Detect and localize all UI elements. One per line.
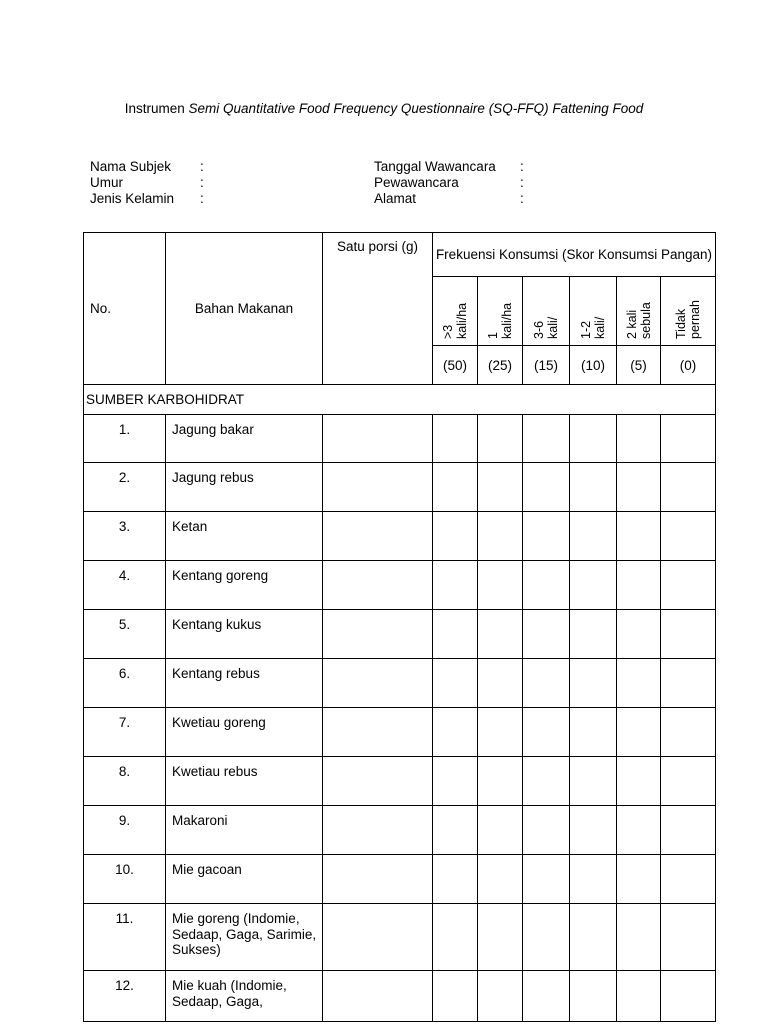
interview-info bbox=[374, 159, 524, 207]
info-row-tanggal bbox=[374, 159, 524, 175]
info-label: Umur bbox=[90, 175, 123, 190]
info-label: Alamat bbox=[374, 191, 417, 206]
frequency-cell[interactable] bbox=[661, 971, 716, 1022]
freq-header-cell bbox=[617, 277, 661, 346]
food-row bbox=[84, 463, 716, 512]
food-name: Kentang rebus bbox=[166, 659, 323, 708]
row-number: 6. bbox=[84, 659, 166, 708]
freq-label-line2: kali/ bbox=[546, 316, 560, 339]
food-name: Mie gacoan bbox=[166, 855, 323, 904]
freq-score: (5) bbox=[617, 346, 661, 385]
frequency-cell[interactable] bbox=[570, 708, 617, 757]
frequency-cell[interactable] bbox=[478, 561, 523, 610]
food-row bbox=[84, 659, 716, 708]
frequency-cell[interactable] bbox=[661, 512, 716, 561]
frequency-cell[interactable] bbox=[661, 463, 716, 512]
frequency-cell[interactable] bbox=[478, 855, 523, 904]
freq-score: (15) bbox=[523, 346, 570, 385]
food-name: Kwetiau goreng bbox=[166, 708, 323, 757]
portion-cell[interactable] bbox=[323, 610, 433, 659]
info-row-pewawancara bbox=[374, 175, 524, 191]
row-number: 4. bbox=[84, 561, 166, 610]
freq-label-line1: 1-2 bbox=[579, 320, 593, 339]
frequency-cell[interactable] bbox=[478, 708, 523, 757]
row-number: 7. bbox=[84, 708, 166, 757]
food-row bbox=[84, 610, 716, 659]
frequency-cell[interactable] bbox=[661, 708, 716, 757]
subject-info bbox=[90, 159, 204, 207]
frequency-cell[interactable] bbox=[523, 971, 570, 1022]
freq-label-line1: >3 bbox=[441, 324, 455, 339]
frequency-cell[interactable] bbox=[661, 659, 716, 708]
food-name: Kentang kukus bbox=[166, 610, 323, 659]
food-name: Jagung rebus bbox=[166, 463, 323, 512]
frequency-cell[interactable] bbox=[433, 561, 478, 610]
info-colon: : bbox=[200, 159, 204, 174]
frequency-cell[interactable] bbox=[478, 904, 523, 971]
frequency-cell[interactable] bbox=[433, 659, 478, 708]
frequency-cell[interactable] bbox=[617, 904, 661, 971]
frequency-cell[interactable] bbox=[617, 855, 661, 904]
row-number: 10. bbox=[84, 855, 166, 904]
frequency-cell[interactable] bbox=[478, 512, 523, 561]
info-label: Tanggal Wawancara bbox=[374, 159, 496, 174]
frequency-cell[interactable] bbox=[617, 659, 661, 708]
header-frekuensi: Frekuensi Konsumsi (Skor Konsumsi Pangan) bbox=[433, 233, 716, 277]
frequency-cell[interactable] bbox=[570, 610, 617, 659]
frequency-cell[interactable] bbox=[433, 463, 478, 512]
row-number: 11. bbox=[84, 904, 166, 971]
frequency-cell[interactable] bbox=[661, 904, 716, 971]
info-label: Pewawancara bbox=[374, 175, 459, 190]
info-label: Nama Subjek bbox=[90, 159, 172, 174]
frequency-cell[interactable] bbox=[617, 610, 661, 659]
frequency-cell[interactable] bbox=[478, 806, 523, 855]
frequency-cell[interactable] bbox=[433, 855, 478, 904]
frequency-cell[interactable] bbox=[523, 855, 570, 904]
food-name: Makaroni bbox=[166, 806, 323, 855]
frequency-cell[interactable] bbox=[661, 610, 716, 659]
frequency-cell[interactable] bbox=[523, 659, 570, 708]
info-colon: : bbox=[520, 191, 524, 206]
frequency-cell[interactable] bbox=[478, 971, 523, 1022]
food-row bbox=[84, 904, 716, 971]
frequency-cell[interactable] bbox=[617, 757, 661, 806]
frequency-cell[interactable] bbox=[617, 561, 661, 610]
info-row-jenis-kelamin bbox=[90, 191, 204, 207]
frequency-cell[interactable] bbox=[570, 806, 617, 855]
portion-cell[interactable] bbox=[323, 512, 433, 561]
food-row bbox=[84, 415, 716, 463]
frequency-cell[interactable] bbox=[570, 971, 617, 1022]
food-name: Kentang goreng bbox=[166, 561, 323, 610]
frequency-cell[interactable] bbox=[617, 708, 661, 757]
info-colon: : bbox=[520, 159, 524, 174]
freq-score: (10) bbox=[570, 346, 617, 385]
frequency-cell[interactable] bbox=[570, 659, 617, 708]
info-row-alamat bbox=[374, 191, 524, 207]
food-row bbox=[84, 561, 716, 610]
row-number: 8. bbox=[84, 757, 166, 806]
food-row bbox=[84, 806, 716, 855]
info-colon: : bbox=[200, 191, 204, 206]
portion-cell[interactable] bbox=[323, 971, 433, 1022]
frequency-cell[interactable] bbox=[617, 971, 661, 1022]
row-number: 9. bbox=[84, 806, 166, 855]
portion-cell[interactable] bbox=[323, 415, 433, 463]
freq-label-line1: 2 kali bbox=[624, 309, 639, 339]
frequency-cell[interactable] bbox=[617, 806, 661, 855]
frequency-cell[interactable] bbox=[617, 512, 661, 561]
frequency-cell[interactable] bbox=[478, 757, 523, 806]
frequency-cell[interactable] bbox=[478, 463, 523, 512]
freq-header-cell bbox=[661, 277, 716, 346]
frequency-cell[interactable] bbox=[661, 415, 716, 463]
frequency-cell[interactable] bbox=[523, 610, 570, 659]
frequency-cell[interactable] bbox=[523, 708, 570, 757]
freq-label-line2: kali/ha bbox=[500, 302, 514, 339]
info-colon: : bbox=[200, 175, 204, 190]
frequency-cell[interactable] bbox=[661, 806, 716, 855]
frequency-cell[interactable] bbox=[570, 415, 617, 463]
ffq-table bbox=[83, 232, 716, 1022]
portion-cell[interactable] bbox=[323, 806, 433, 855]
freq-score: (50) bbox=[433, 346, 478, 385]
food-name: Mie goreng (Indomie, Sedaap, Gaga, Sarimie, Sukses) bbox=[166, 904, 323, 971]
frequency-cell[interactable] bbox=[478, 659, 523, 708]
frequency-cell[interactable] bbox=[478, 415, 523, 463]
freq-label-line2: kali/ha bbox=[455, 302, 469, 339]
info-row-umur bbox=[90, 175, 204, 191]
freq-label-line2: pernah bbox=[688, 300, 702, 339]
info-row-nama bbox=[90, 159, 204, 175]
section-row bbox=[84, 385, 716, 415]
row-number: 1. bbox=[84, 415, 166, 463]
portion-cell[interactable] bbox=[323, 855, 433, 904]
info-colon: : bbox=[520, 175, 524, 190]
frequency-cell[interactable] bbox=[433, 806, 478, 855]
frequency-cell[interactable] bbox=[433, 708, 478, 757]
row-number: 3. bbox=[84, 512, 166, 561]
frequency-cell[interactable] bbox=[523, 757, 570, 806]
freq-label-line1: 1 bbox=[486, 332, 500, 339]
freq-score: (25) bbox=[478, 346, 523, 385]
portion-cell[interactable] bbox=[323, 463, 433, 512]
frequency-cell[interactable] bbox=[433, 757, 478, 806]
title-italic: Semi Quantitative Food Frequency Questionnaire (SQ-FFQ) Fattening Food bbox=[188, 101, 644, 116]
frequency-cell[interactable] bbox=[570, 512, 617, 561]
food-row bbox=[84, 757, 716, 806]
frequency-cell[interactable] bbox=[478, 610, 523, 659]
food-row bbox=[84, 971, 716, 1022]
header-row bbox=[84, 233, 716, 277]
freq-header-cell bbox=[570, 277, 617, 346]
document-title bbox=[0, 101, 768, 116]
freq-label-line2: kali/ bbox=[593, 316, 607, 339]
row-number: 12. bbox=[84, 971, 166, 1022]
frequency-cell[interactable] bbox=[570, 757, 617, 806]
header-no: No. bbox=[84, 233, 166, 385]
frequency-cell[interactable] bbox=[570, 904, 617, 971]
freq-label-line1: Tidak bbox=[674, 308, 688, 339]
freq-label-line2: sebula bbox=[638, 302, 653, 339]
frequency-cell[interactable] bbox=[433, 512, 478, 561]
row-number: 5. bbox=[84, 610, 166, 659]
title-prefix: Instrumen bbox=[124, 101, 189, 116]
frequency-cell[interactable] bbox=[433, 610, 478, 659]
frequency-cell[interactable] bbox=[570, 855, 617, 904]
row-number: 2. bbox=[84, 463, 166, 512]
frequency-cell[interactable] bbox=[661, 757, 716, 806]
header-bahan-makanan: Bahan Makanan bbox=[166, 233, 323, 385]
frequency-cell[interactable] bbox=[433, 415, 478, 463]
portion-cell[interactable] bbox=[323, 561, 433, 610]
portion-cell[interactable] bbox=[323, 708, 433, 757]
portion-cell[interactable] bbox=[323, 659, 433, 708]
food-name: Kwetiau rebus bbox=[166, 757, 323, 806]
frequency-cell[interactable] bbox=[523, 512, 570, 561]
food-row bbox=[84, 512, 716, 561]
frequency-cell[interactable] bbox=[523, 806, 570, 855]
frequency-cell[interactable] bbox=[661, 561, 716, 610]
portion-cell[interactable] bbox=[323, 757, 433, 806]
frequency-cell[interactable] bbox=[617, 415, 661, 463]
frequency-cell[interactable] bbox=[523, 463, 570, 512]
freq-header-cell bbox=[478, 277, 523, 346]
freq-header-cell bbox=[433, 277, 478, 346]
frequency-cell[interactable] bbox=[523, 904, 570, 971]
frequency-cell[interactable] bbox=[433, 904, 478, 971]
food-row bbox=[84, 855, 716, 904]
section-title: SUMBER KARBOHIDRAT bbox=[84, 385, 716, 415]
food-row bbox=[84, 708, 716, 757]
food-name: Jagung bakar bbox=[166, 415, 323, 463]
frequency-cell[interactable] bbox=[523, 561, 570, 610]
frequency-cell[interactable] bbox=[617, 463, 661, 512]
food-name: Mie kuah (Indomie, Sedaap, Gaga, bbox=[166, 971, 323, 1022]
header-satu-porsi: Satu porsi (g) bbox=[323, 233, 433, 385]
frequency-cell[interactable] bbox=[523, 415, 570, 463]
freq-header-cell bbox=[523, 277, 570, 346]
frequency-cell[interactable] bbox=[433, 971, 478, 1022]
portion-cell[interactable] bbox=[323, 904, 433, 971]
food-name: Ketan bbox=[166, 512, 323, 561]
frequency-cell[interactable] bbox=[570, 463, 617, 512]
freq-label-line1: 3-6 bbox=[532, 320, 546, 339]
frequency-cell[interactable] bbox=[570, 561, 617, 610]
info-label: Jenis Kelamin bbox=[90, 191, 175, 206]
frequency-cell[interactable] bbox=[661, 855, 716, 904]
freq-score: (0) bbox=[661, 346, 716, 385]
